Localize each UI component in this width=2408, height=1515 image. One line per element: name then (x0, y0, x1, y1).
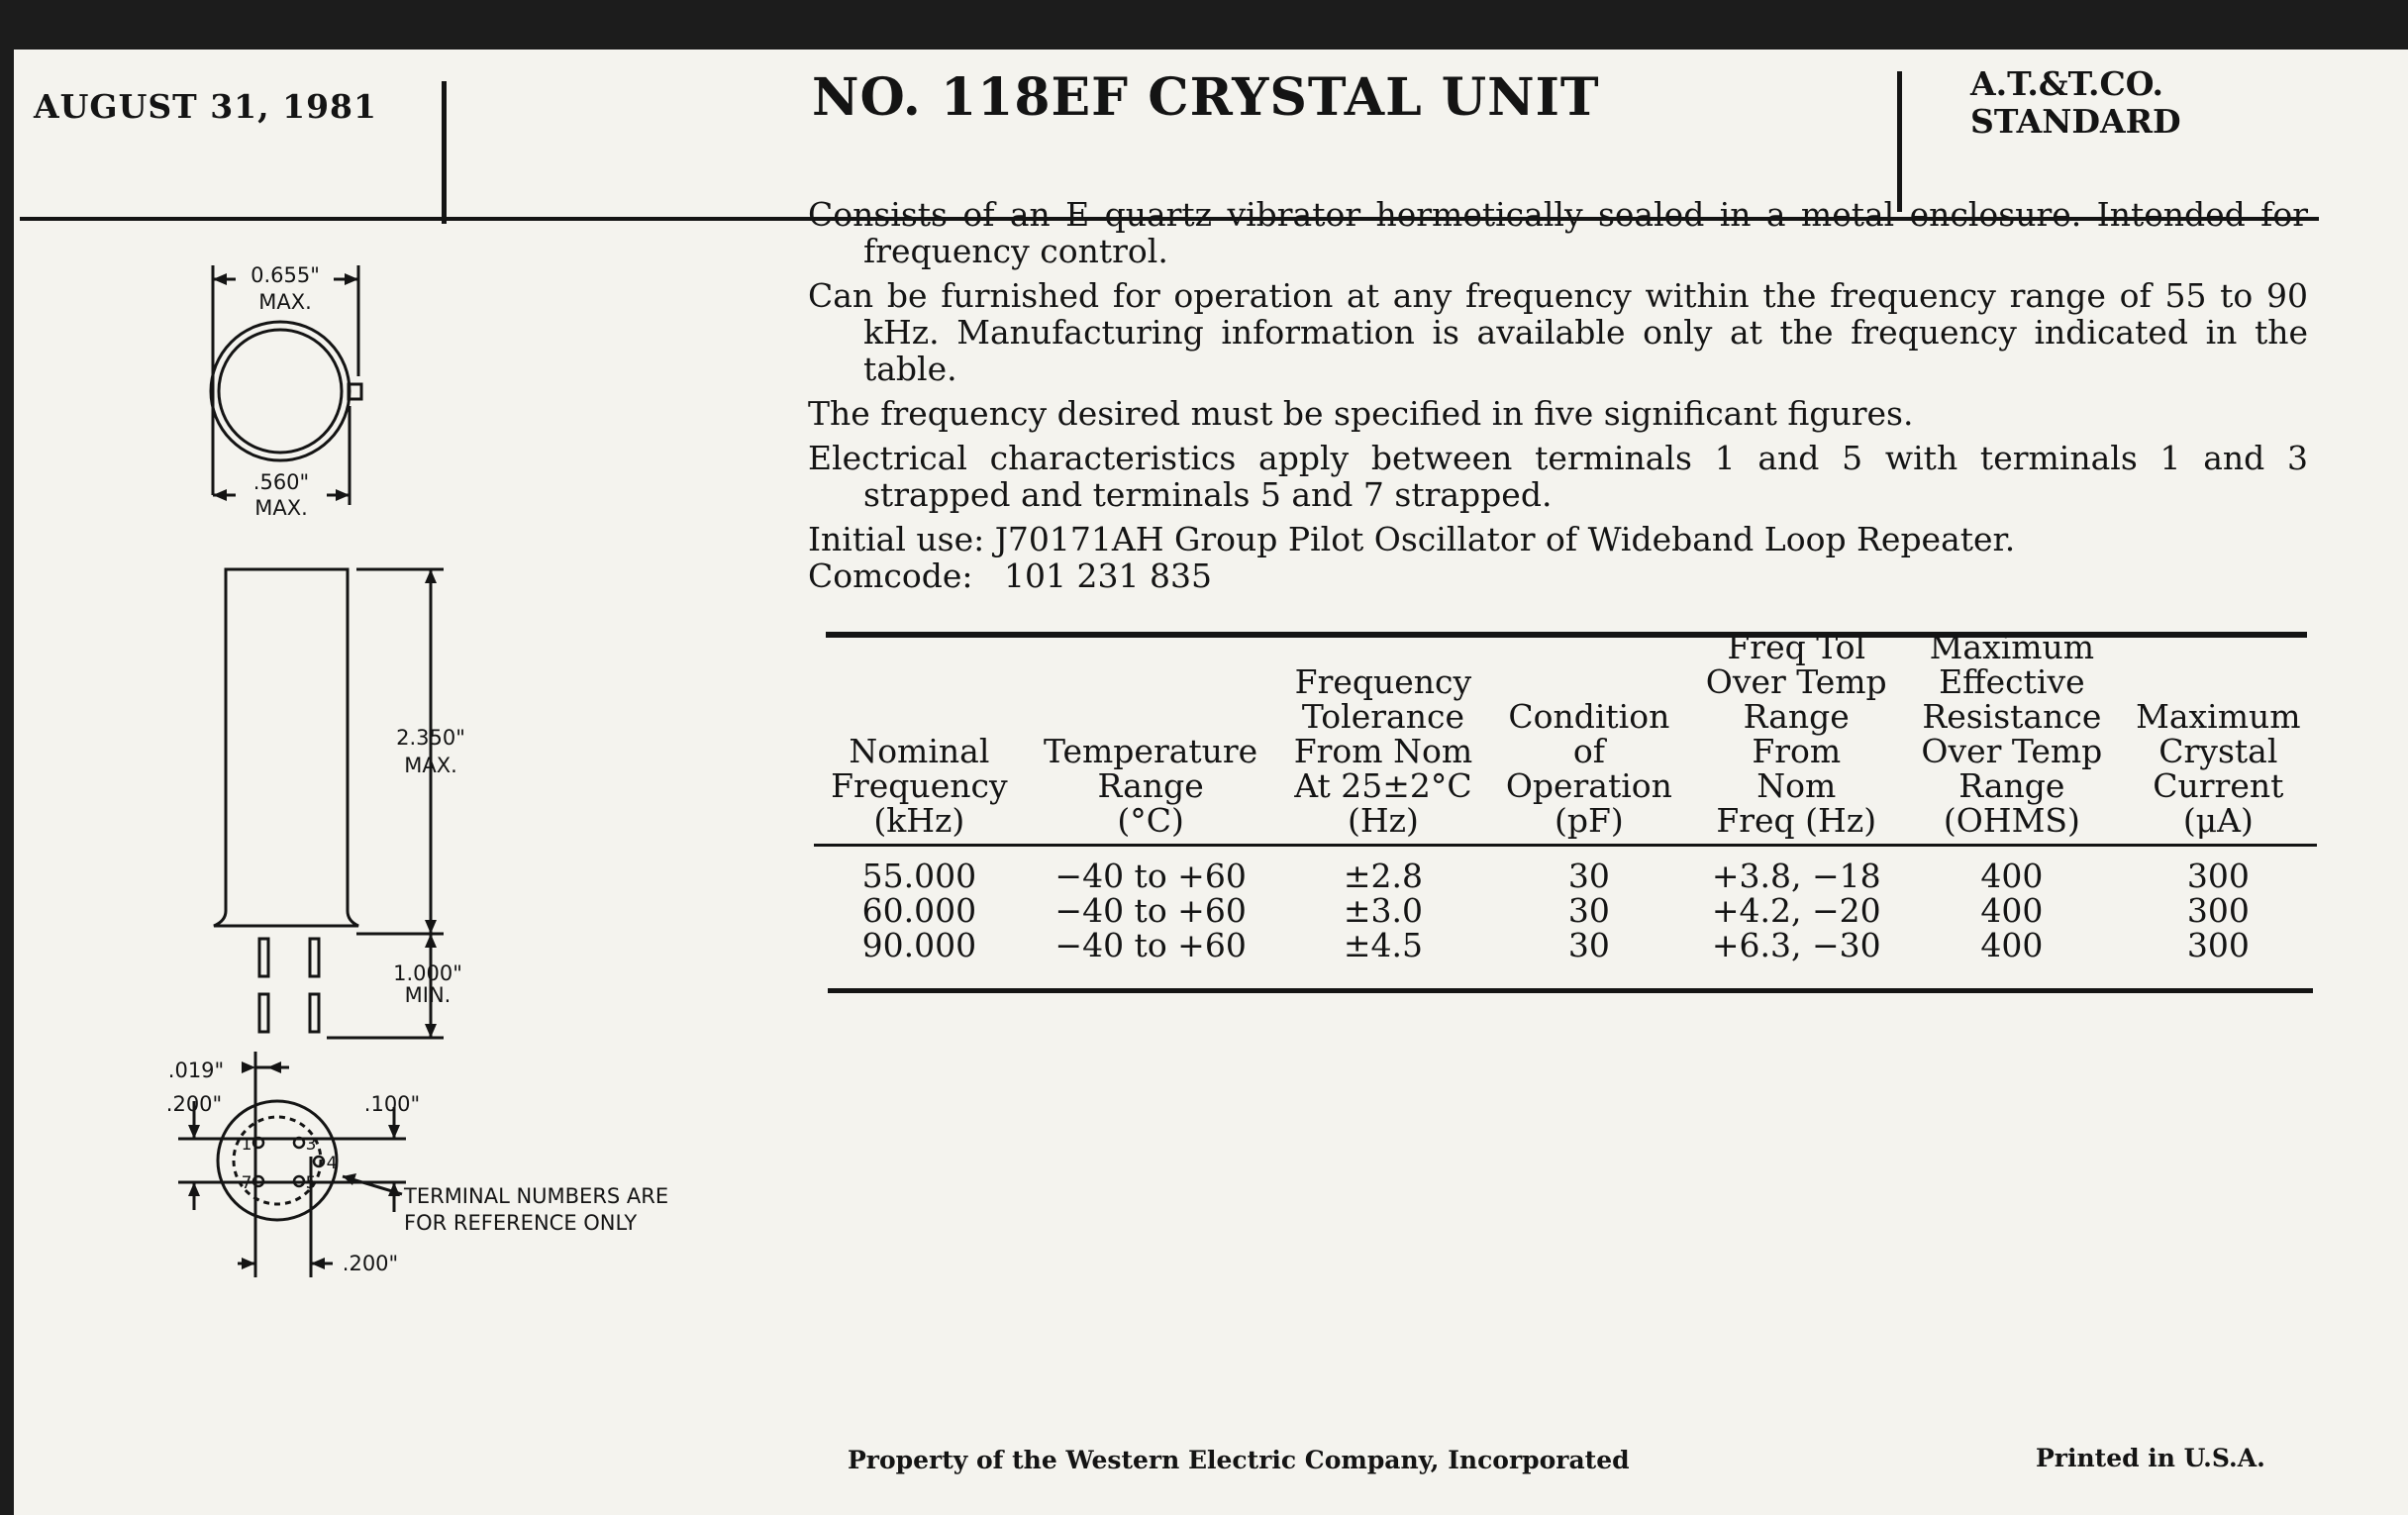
col-header-max-crystal-current: Maximum Crystal Current (μA) (2120, 630, 2317, 846)
table-cell: −40 to +60 (1054, 891, 1247, 930)
table-bottom-rule (828, 988, 2313, 993)
table-cell: −40 to +60 (1054, 926, 1247, 964)
description-paragraph: The frequency desired must be specified in five significant figures. (808, 394, 1914, 433)
table-cell: ±3.0 (1343, 891, 1423, 930)
pin-5-label: 5 (305, 1173, 317, 1193)
table-cell: −40 to +60 (1054, 857, 1247, 895)
document-date: AUGUST 31, 1981 (34, 87, 377, 126)
header-divider-right (1897, 71, 1902, 212)
table-row (814, 928, 2317, 974)
terminal-note-line-1: TERMINAL NUMBERS ARE (404, 1184, 669, 1208)
table-cell: ±2.8 (1343, 857, 1423, 895)
lead-dim-label: 1.000" (393, 961, 462, 985)
col-header-freq-tol-over-temp: Freq Tol Over Temp Range From Nom Freq (Hz) (1688, 630, 1904, 846)
table-cell: +3.8, −18 (1711, 857, 1881, 895)
crystal-unit-drawing (0, 0, 752, 1307)
table-cell: 400 (1980, 891, 2044, 930)
col-header-nominal-frequency: Nominal Frequency (kHz) (814, 630, 1025, 846)
table-cell: 60.000 (861, 891, 977, 930)
lead-right-lower (310, 994, 319, 1032)
spacing-bottom-label: .200" (342, 1252, 399, 1275)
enclosure-top-inner (219, 330, 342, 453)
table-cell: +4.2, −20 (1711, 891, 1881, 930)
col-header-frequency-tolerance: Frequency Tolerance From Nom At 25±2°C (Hz) (1277, 630, 1490, 846)
table-cell: ±4.5 (1343, 926, 1423, 964)
table-cell: 30 (1567, 891, 1610, 930)
pin-1-label: 1 (241, 1135, 252, 1155)
table-cell: 300 (2186, 891, 2250, 930)
col-header-max-effective-resistance: Maximum Effective Resistance Over Temp Range (OHMS) (1904, 630, 2120, 846)
col-header-condition-of-operation: Condition of Operation (pF) (1489, 630, 1688, 846)
table-row (814, 846, 2317, 894)
table-cell: +6.3, −30 (1711, 926, 1881, 964)
col-header-temperature-range: Temperature Range (°C) (1025, 630, 1277, 846)
lead-min-label: MIN. (404, 983, 452, 1007)
standard-line-2: STANDARD (1970, 102, 2181, 141)
initial-use: Initial use: J70171AH Group Pilot Oscillator of Wideband Loop Repeater. (808, 520, 2016, 558)
description-block (808, 196, 2308, 594)
spacing-right-label: .100" (363, 1092, 421, 1116)
spec-table (814, 630, 2317, 974)
table-cell: 55.000 (861, 857, 977, 895)
table-cell: 30 (1567, 857, 1610, 895)
table-cell: 300 (2186, 857, 2250, 895)
footer-printed: Printed in U.S.A. (2036, 1444, 2265, 1472)
base-outer (218, 1101, 337, 1220)
table-cell: 400 (1980, 857, 2044, 895)
pin-diameter-label: .019" (167, 1059, 225, 1082)
spacing-left-label: .200" (165, 1092, 223, 1116)
width-dim-label: 0.655" (251, 263, 320, 287)
lead-left-lower (259, 994, 268, 1032)
lead-left (259, 939, 268, 976)
standard-line-1: A.T.&T.CO. (1970, 64, 2164, 103)
table-row (814, 893, 2317, 928)
footer-property: Property of the Western Electric Company, Incorporated (848, 1446, 1630, 1474)
width-max-label: MAX. (258, 290, 312, 314)
description-paragraph: Electrical characteristics apply between terminals 1 and 5 with terminals 1 and 3 strapped and terminals 5 and 7 strapped. (808, 439, 2308, 514)
description-paragraph: Consists of an E quartz vibrator hermetically sealed in a metal enclosure. Intended for frequency control. (808, 195, 2308, 270)
table-header-row (814, 630, 2317, 846)
table-cell: 400 (1980, 926, 2044, 964)
inner-dim-label: .560" (252, 470, 310, 494)
standard-label (1970, 64, 2181, 141)
table-cell: 90.000 (861, 926, 977, 964)
table-cell: 300 (2186, 926, 2250, 964)
enclosure-body (214, 569, 358, 926)
height-max-label: MAX. (404, 754, 457, 777)
inner-max-label: MAX. (254, 496, 308, 520)
pin-3-label: 3 (305, 1135, 317, 1155)
comcode: Comcode: 101 231 835 (808, 556, 1212, 595)
document-title: NO. 118EF CRYSTAL UNIT (812, 67, 1600, 128)
table-cell: 30 (1567, 926, 1610, 964)
enclosure-top-outer (211, 322, 350, 460)
description-paragraph: Can be furnished for operation at any frequency within the frequency range of 55 to 90 kHz. Manufacturing information is available only at the frequency indicated in the table. (808, 276, 2308, 388)
lead-right (310, 939, 319, 976)
height-dim-label: 2.350" (396, 726, 465, 750)
pin-7-label: 7 (241, 1173, 252, 1193)
pin-4-label: 4 (326, 1154, 338, 1173)
terminal-note-line-2: FOR REFERENCE ONLY (404, 1211, 638, 1235)
